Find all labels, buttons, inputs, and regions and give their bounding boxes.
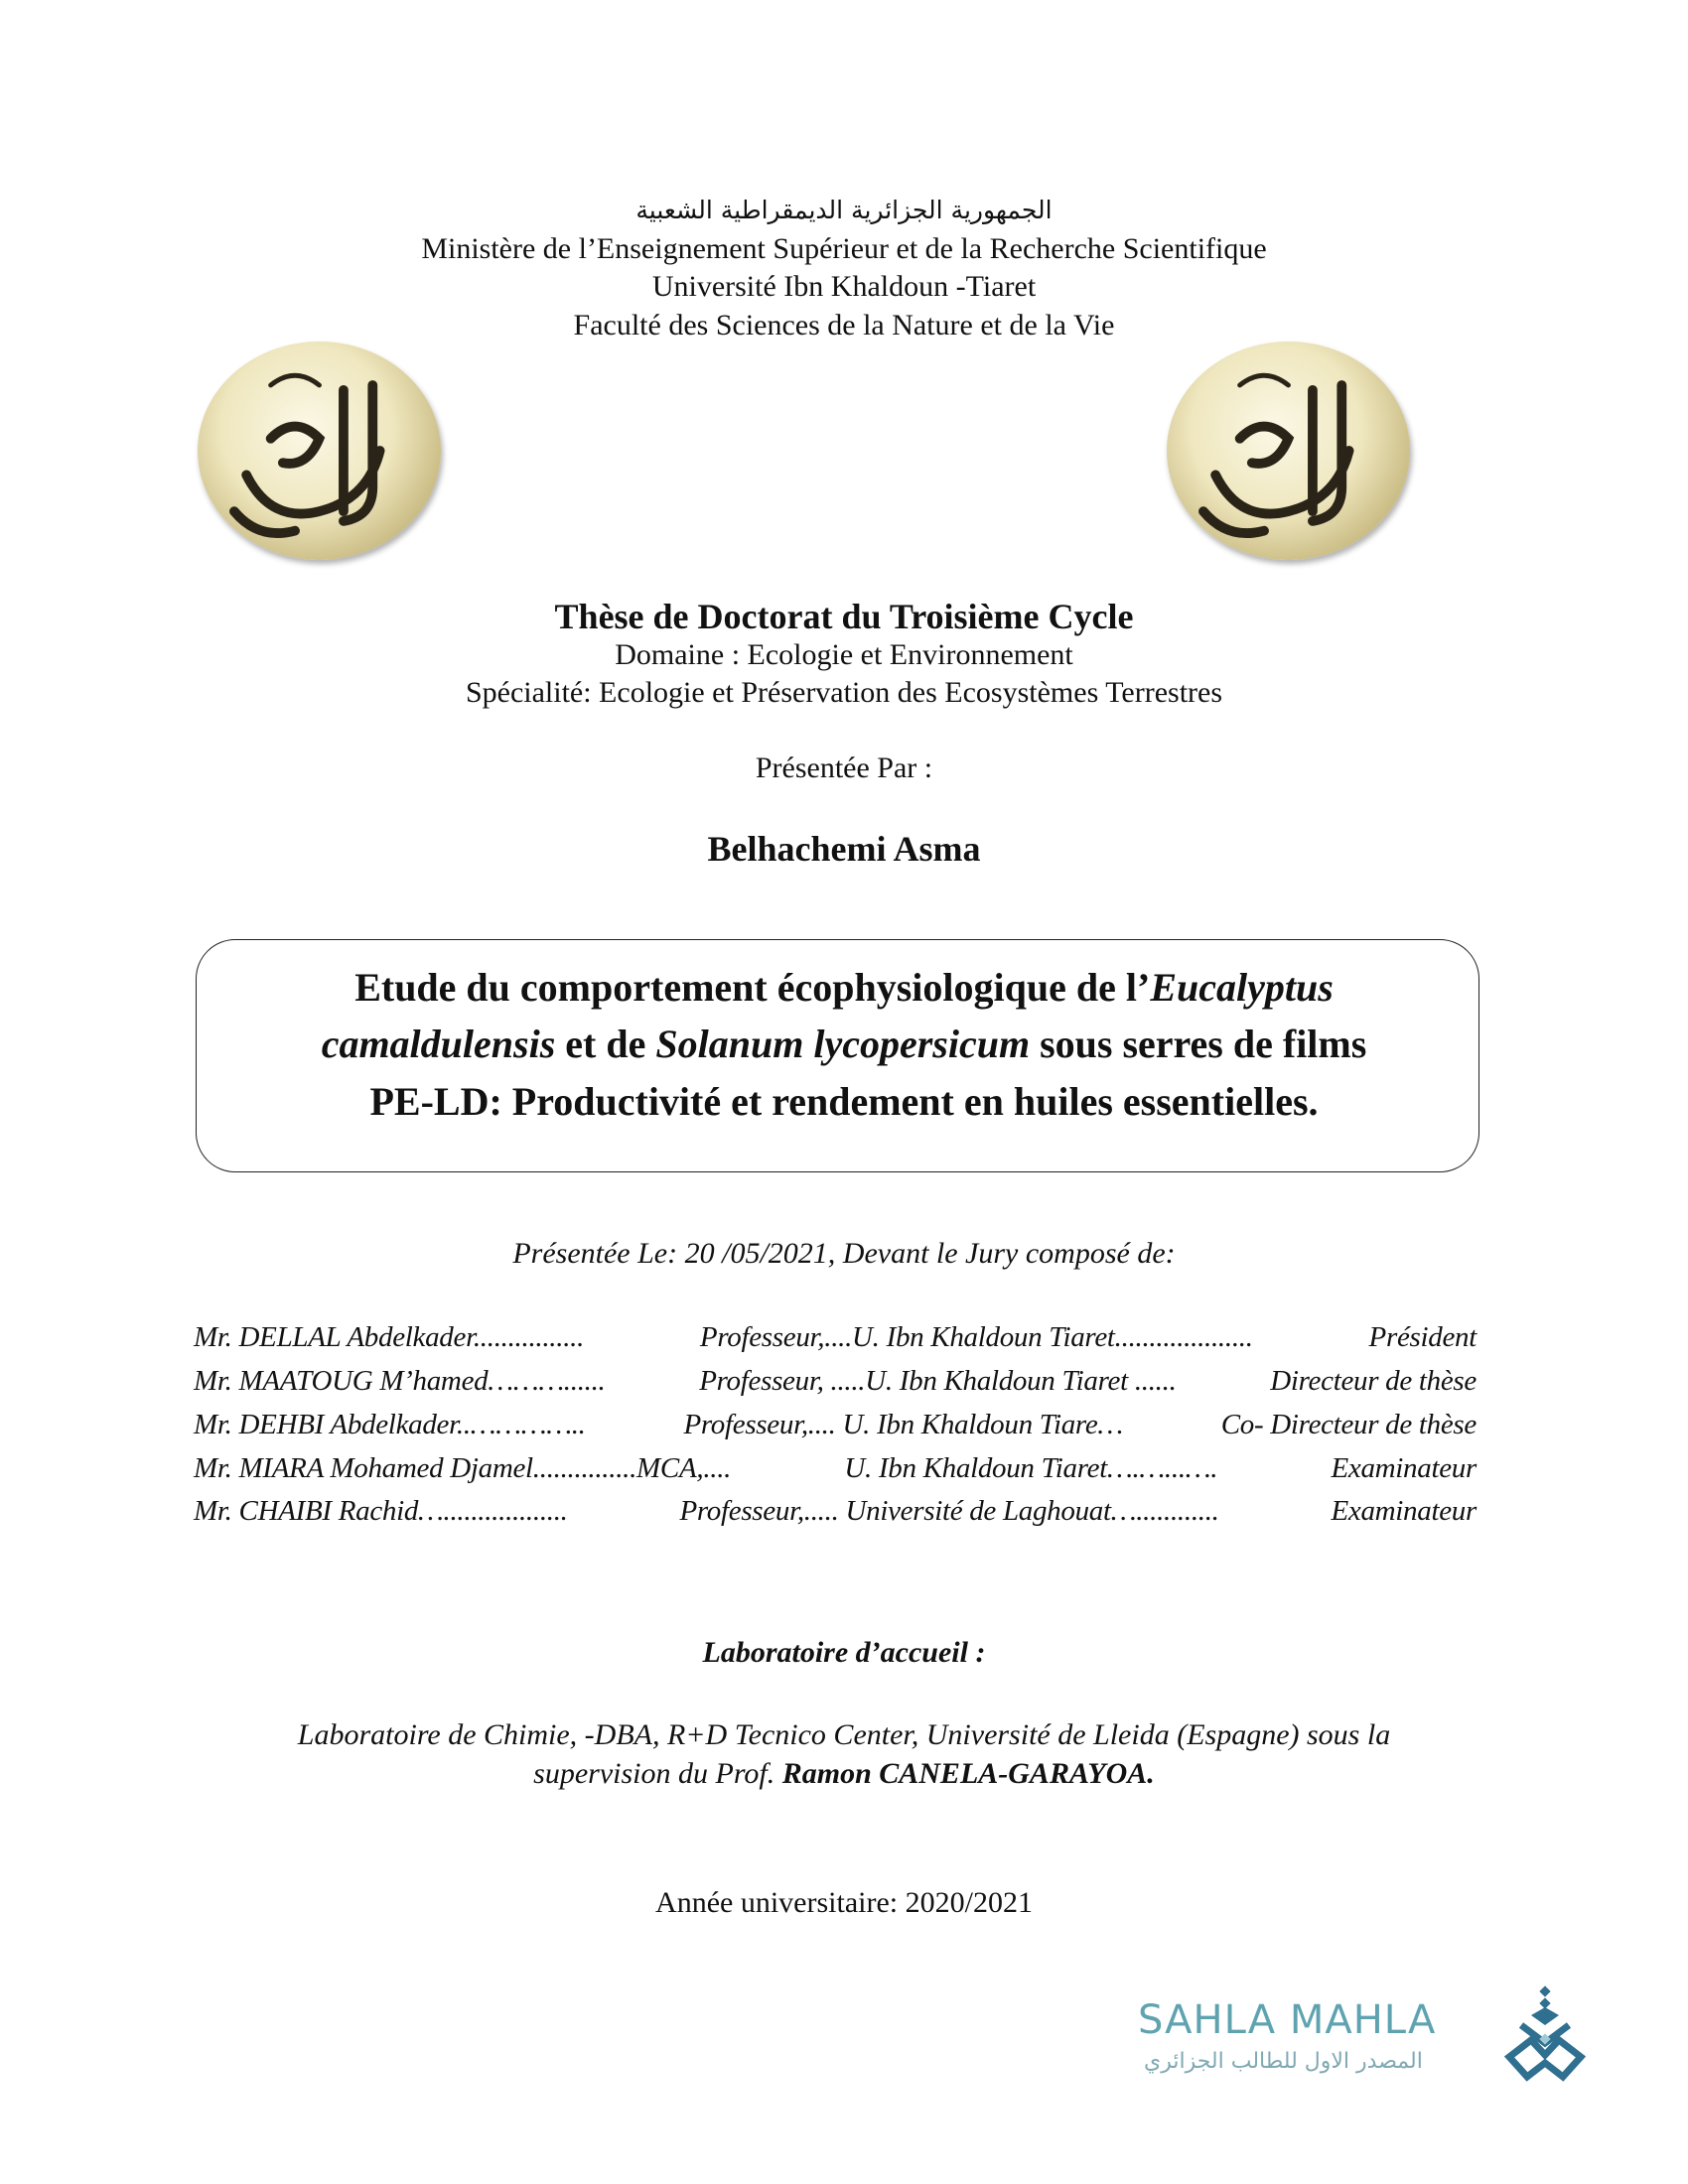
jury-row: [194, 1452, 1477, 1485]
jury-role: Examinateur: [1331, 1452, 1477, 1484]
presented-by-label: Présentée Par :: [755, 751, 933, 784]
supervision-text: supervision du Prof.: [533, 1757, 782, 1790]
thesis-title-line-2: [0, 1021, 1688, 1067]
ministry-heading: Ministère de l’Enseignement Supérieur et de la Recherche Scientifique: [421, 232, 1267, 265]
host-lab-label: Laboratoire d’accueil :: [702, 1636, 986, 1669]
jury-row: [194, 1321, 1477, 1354]
thesis-domain: Domaine : Ecologie et Environnement: [615, 638, 1073, 671]
jury-role: Directeur de thèse: [1270, 1365, 1477, 1397]
watermark-brand: SAHLA MAHLA: [1138, 1997, 1437, 2043]
jury-affiliation: Professeur, .....U. Ibn Khaldoun Tiaret ......: [699, 1365, 1177, 1397]
arabic-republic-heading: الجمهورية الجزائرية الديمقراطية الشعبية: [635, 196, 1053, 224]
title-text: et de: [555, 1022, 656, 1066]
thesis-title-line-3: PE-LD: Productivité et rendement en huiles essentielles.: [369, 1079, 1319, 1124]
jury-name: Mr. DELLAL Abdelkader................: [194, 1321, 585, 1353]
jury-affiliation: Professeur,.... U. Ibn Khaldoun Tiare…: [683, 1409, 1123, 1440]
jury-name: Mr. MAATOUG M’hamed………......: [194, 1365, 606, 1397]
thesis-speciality: Spécialité: Ecologie et Préservation des Ecosystèmes Terrestres: [465, 676, 1223, 709]
jury-name: Mr. DEHBI Abdelkader..…………..: [194, 1409, 586, 1440]
thesis-type: Thèse de Doctorat du Troisième Cycle: [554, 597, 1134, 636]
jury-role: Examinateur: [1331, 1495, 1477, 1527]
university-logo-left: [198, 341, 441, 560]
title-species: Solanum lycopersicum: [655, 1022, 1031, 1066]
jury-affiliation: U. Ibn Khaldoun Tiaret….…...….: [844, 1452, 1218, 1484]
title-species: camaldulensis: [321, 1022, 556, 1066]
title-text: sous serres de films: [1030, 1022, 1367, 1066]
university-heading: Université Ibn Khaldoun -Tiaret: [651, 270, 1037, 303]
defense-date: Présentée Le: 20 /05/2021, Devant le Jury composé de:: [512, 1237, 1176, 1270]
jury-role: Co- Directeur de thèse: [1220, 1409, 1477, 1440]
supervisor-name: Ramon CANELA-GARAYOA.: [781, 1757, 1155, 1790]
jury-row: [194, 1495, 1477, 1528]
thesis-title-line-1: [0, 964, 1688, 1011]
jury-affiliation: Professeur,..... Université de Laghouat…............: [679, 1495, 1219, 1527]
jury-name: Mr. MIARA Mohamed Djamel...............MCA,....: [194, 1452, 732, 1484]
jury-row: [194, 1365, 1477, 1398]
title-text: Etude du comportement écophysiologique de l’: [354, 965, 1151, 1010]
jury-name: Mr. CHAIBI Rachid…..................: [194, 1495, 568, 1527]
academic-year: Année universitaire: 2020/2021: [655, 1886, 1033, 1919]
title-species: Eucalyptus: [1150, 965, 1334, 1010]
host-lab-line-1: Laboratoire de Chimie, -DBA, R+D Tecnico Center, Université de Lleida (Espagne) sous la: [297, 1718, 1391, 1751]
sahla-mahla-watermark: [1138, 1985, 1585, 2085]
watermark-tagline: المصدر الاول للطالب الجزائري: [1144, 2049, 1423, 2074]
jury-role: Président: [1368, 1321, 1477, 1353]
jury-affiliation: Professeur,....U. Ibn Khaldoun Tiaret....................: [699, 1321, 1253, 1353]
faculty-heading: Faculté des Sciences de la Nature et de la Vie: [573, 309, 1115, 341]
sahla-mahla-logo-icon: [1501, 1985, 1591, 2085]
host-lab-line-2: [0, 1757, 1688, 1791]
university-logo-right: [1167, 341, 1410, 560]
author-name: Belhachemi Asma: [707, 829, 981, 869]
jury-row: [194, 1409, 1477, 1441]
